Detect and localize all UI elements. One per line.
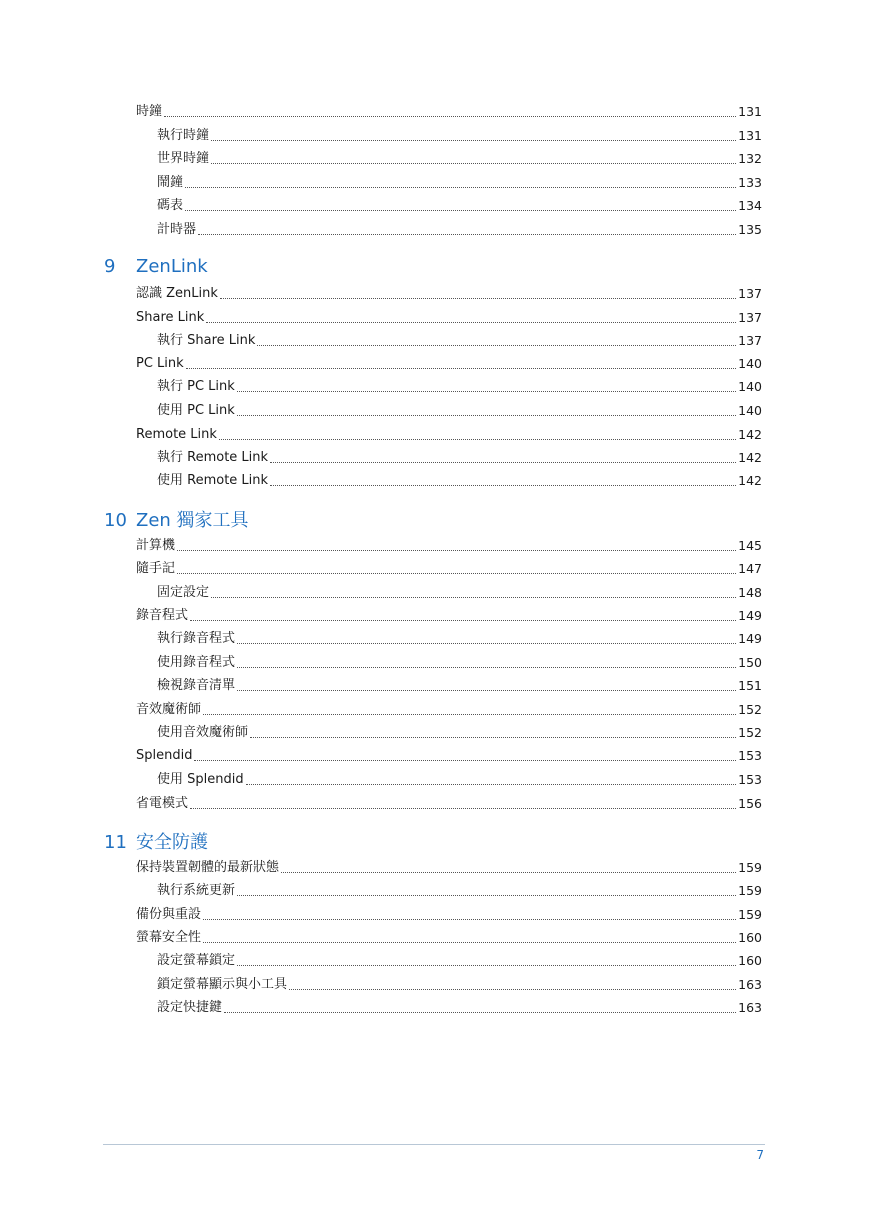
toc-entry-page: 135 bbox=[738, 222, 762, 237]
toc-entry-title: 隨手記 bbox=[136, 561, 176, 576]
chapter-number: 11 bbox=[104, 832, 127, 853]
toc-entry-title: 省電模式 bbox=[136, 796, 189, 811]
toc-entry-page: 140 bbox=[738, 403, 762, 418]
toc-entry-page: 142 bbox=[738, 427, 762, 442]
toc-entry[interactable] bbox=[136, 744, 762, 764]
toc-entry-page: 134 bbox=[738, 198, 762, 213]
toc-entry-title: 使用錄音程式 bbox=[157, 655, 236, 670]
toc-entry-page: 137 bbox=[738, 286, 762, 301]
dot-leader bbox=[186, 368, 736, 369]
toc-entry-title: 碼表 bbox=[157, 198, 184, 213]
toc-entry[interactable] bbox=[157, 147, 762, 167]
dot-leader bbox=[211, 597, 736, 598]
toc-entry[interactable] bbox=[136, 604, 762, 624]
toc-entry[interactable] bbox=[136, 306, 762, 326]
toc-entry-page: 151 bbox=[738, 678, 762, 693]
toc-entry-title: 使用 PC Link bbox=[157, 403, 235, 418]
toc-entry-title: 計時器 bbox=[157, 222, 197, 237]
toc-entry[interactable] bbox=[136, 282, 762, 302]
toc-entry-title: Splendid bbox=[136, 748, 193, 763]
toc-entry-page: 137 bbox=[738, 310, 762, 325]
toc-entry-page: 147 bbox=[738, 561, 762, 576]
toc-entry-title: 螢幕安全性 bbox=[136, 930, 202, 945]
dot-leader bbox=[206, 322, 736, 323]
toc-entry[interactable] bbox=[157, 469, 762, 489]
toc-entry[interactable] bbox=[136, 352, 762, 372]
toc-entry-title: PC Link bbox=[136, 356, 184, 371]
chapter-heading[interactable] bbox=[104, 250, 208, 278]
dot-leader bbox=[203, 714, 736, 715]
footer-divider bbox=[103, 1144, 765, 1145]
toc-entry-page: 159 bbox=[738, 907, 762, 922]
toc-entry[interactable] bbox=[157, 399, 762, 419]
toc-entry-page: 160 bbox=[738, 953, 762, 968]
toc-entry[interactable] bbox=[136, 100, 762, 120]
dot-leader bbox=[237, 895, 736, 896]
dot-leader bbox=[237, 667, 736, 668]
toc-entry-page: 152 bbox=[738, 725, 762, 740]
toc-entry-page: 131 bbox=[738, 104, 762, 119]
toc-entry-title: 錄音程式 bbox=[136, 608, 189, 623]
toc-entry-page: 149 bbox=[738, 608, 762, 623]
toc-entry-title: 執行 PC Link bbox=[157, 379, 235, 394]
toc-entry[interactable] bbox=[136, 792, 762, 812]
toc-entry-title: 固定設定 bbox=[157, 585, 210, 600]
dot-leader bbox=[219, 439, 736, 440]
dot-leader bbox=[185, 187, 736, 188]
dot-leader bbox=[185, 210, 736, 211]
dot-leader bbox=[190, 808, 736, 809]
toc-entry[interactable] bbox=[157, 171, 762, 191]
toc-entry-title: 設定快捷鍵 bbox=[157, 1000, 223, 1015]
chapter-title: Zen 獨家工具 bbox=[136, 510, 249, 531]
dot-leader bbox=[257, 345, 736, 346]
toc-entry-page: 159 bbox=[738, 860, 762, 875]
toc-entry[interactable] bbox=[157, 674, 762, 694]
toc-entry-title: 鬧鐘 bbox=[157, 175, 184, 190]
toc-entry-title: Remote Link bbox=[136, 427, 217, 442]
toc-entry[interactable] bbox=[157, 973, 762, 993]
dot-leader bbox=[246, 784, 737, 785]
toc-entry-title: 計算機 bbox=[136, 538, 176, 553]
toc-entry-title: 備份與重設 bbox=[136, 907, 202, 922]
toc-entry[interactable] bbox=[136, 557, 762, 577]
chapter-title: ZenLink bbox=[136, 256, 208, 277]
toc-entry-page: 137 bbox=[738, 333, 762, 348]
toc-entry-title: 鎖定螢幕顯示與小工具 bbox=[157, 977, 288, 992]
dot-leader bbox=[177, 573, 736, 574]
chapter-number: 9 bbox=[104, 256, 116, 277]
toc-entry-page: 133 bbox=[738, 175, 762, 190]
dot-leader bbox=[289, 989, 736, 990]
toc-entry[interactable] bbox=[157, 996, 762, 1016]
toc-entry-title: 使用 Splendid bbox=[157, 772, 244, 787]
dot-leader bbox=[198, 234, 736, 235]
toc-entry-title: 音效魔術師 bbox=[136, 702, 202, 717]
toc-entry-page: 148 bbox=[738, 585, 762, 600]
toc-entry-title: 執行 Remote Link bbox=[157, 450, 269, 465]
toc-entry[interactable] bbox=[157, 949, 762, 969]
dot-leader bbox=[220, 298, 736, 299]
toc-entry[interactable] bbox=[157, 194, 762, 214]
dot-leader bbox=[211, 140, 736, 141]
toc-entry[interactable] bbox=[136, 423, 762, 443]
toc-entry[interactable] bbox=[136, 856, 762, 876]
toc-entry-page: 159 bbox=[738, 883, 762, 898]
toc-entry[interactable] bbox=[157, 627, 762, 647]
dot-leader bbox=[237, 643, 736, 644]
toc-entry[interactable] bbox=[157, 768, 762, 788]
toc-entry-title: 檢視錄音清單 bbox=[157, 678, 236, 693]
toc-entry-page: 163 bbox=[738, 977, 762, 992]
dot-leader bbox=[270, 485, 736, 486]
toc-entry[interactable] bbox=[136, 926, 762, 946]
toc-entry[interactable] bbox=[157, 651, 762, 671]
toc-entry[interactable] bbox=[136, 534, 762, 554]
dot-leader bbox=[281, 872, 736, 873]
toc-entry-title: 設定螢幕鎖定 bbox=[157, 953, 236, 968]
dot-leader bbox=[164, 116, 736, 117]
toc-entry-page: 131 bbox=[738, 128, 762, 143]
toc-entry-page: 160 bbox=[738, 930, 762, 945]
toc-entry-page: 142 bbox=[738, 450, 762, 465]
toc-entry-page: 163 bbox=[738, 1000, 762, 1015]
toc-entry-title: 保持裝置韌體的最新狀態 bbox=[136, 860, 280, 875]
dot-leader bbox=[190, 620, 736, 621]
dot-leader bbox=[194, 760, 736, 761]
toc-entry[interactable] bbox=[136, 903, 762, 923]
toc-entry-title: Share Link bbox=[136, 310, 205, 325]
toc-entry[interactable] bbox=[157, 721, 762, 741]
dot-leader bbox=[211, 163, 736, 164]
toc-entry-page: 145 bbox=[738, 538, 762, 553]
toc-entry[interactable] bbox=[157, 218, 762, 238]
toc-entry-page: 153 bbox=[738, 772, 762, 787]
dot-leader bbox=[237, 690, 736, 691]
toc-entry-page: 152 bbox=[738, 702, 762, 717]
toc-entry-title: 執行 Share Link bbox=[157, 333, 256, 348]
toc-entry-page: 142 bbox=[738, 473, 762, 488]
toc-entry-page: 149 bbox=[738, 631, 762, 646]
toc-entry[interactable] bbox=[136, 698, 762, 718]
toc-entry[interactable] bbox=[157, 329, 762, 349]
toc-entry-page: 156 bbox=[738, 796, 762, 811]
dot-leader bbox=[237, 391, 736, 392]
toc-entry-page: 150 bbox=[738, 655, 762, 670]
toc-entry-page: 132 bbox=[738, 151, 762, 166]
toc-entry-title: 認識 ZenLink bbox=[136, 286, 218, 301]
dot-leader bbox=[250, 737, 736, 738]
dot-leader bbox=[203, 919, 736, 920]
chapter-heading[interactable] bbox=[104, 826, 208, 854]
toc-entry-title: 執行時鐘 bbox=[157, 128, 210, 143]
dot-leader bbox=[270, 462, 736, 463]
chapter-number: 10 bbox=[104, 510, 127, 531]
toc-entry-title: 使用 Remote Link bbox=[157, 473, 269, 488]
chapter-title: 安全防護 bbox=[136, 832, 208, 853]
toc-entry[interactable] bbox=[157, 581, 762, 601]
chapter-heading[interactable] bbox=[104, 504, 249, 532]
toc-entry-page: 140 bbox=[738, 379, 762, 394]
dot-leader bbox=[224, 1012, 736, 1013]
dot-leader bbox=[177, 550, 736, 551]
toc-entry-title: 執行錄音程式 bbox=[157, 631, 236, 646]
toc-entry[interactable] bbox=[157, 124, 762, 144]
toc-entry-title: 時鐘 bbox=[136, 104, 163, 119]
toc-entry[interactable] bbox=[157, 446, 762, 466]
toc-entry-page: 140 bbox=[738, 356, 762, 371]
toc-entry[interactable] bbox=[157, 375, 762, 395]
toc-entry-title: 世界時鐘 bbox=[157, 151, 210, 166]
dot-leader bbox=[237, 415, 736, 416]
toc-entry-page: 153 bbox=[738, 748, 762, 763]
dot-leader bbox=[203, 942, 736, 943]
toc-entry[interactable] bbox=[157, 879, 762, 899]
dot-leader bbox=[237, 965, 736, 966]
page-number: 7 bbox=[756, 1148, 764, 1162]
toc-entry-title: 執行系統更新 bbox=[157, 883, 236, 898]
toc-entry-title: 使用音效魔術師 bbox=[157, 725, 249, 740]
